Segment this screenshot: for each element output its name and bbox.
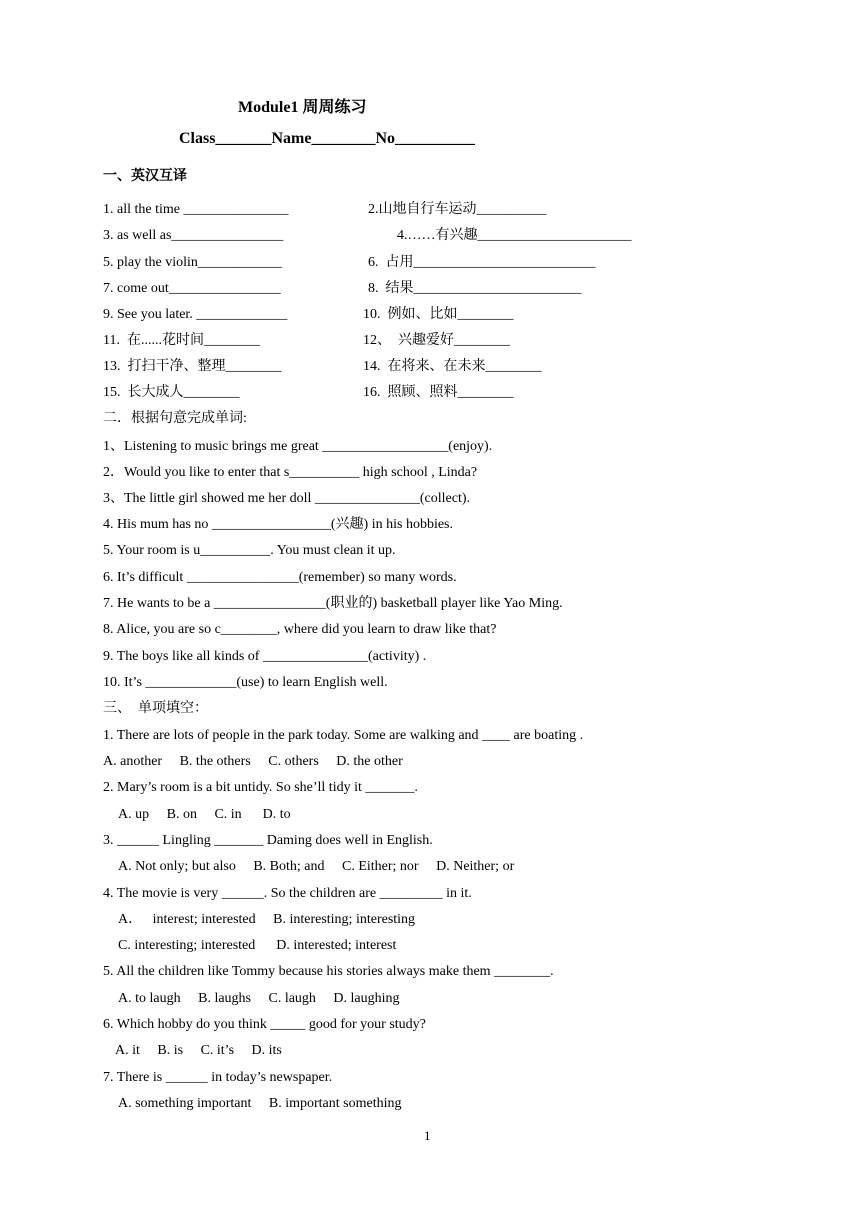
question-stem: 1. There are lots of people in the park today. Some are walking and ____ are boating . — [103, 728, 584, 743]
question-stem: 7. There is ______ in today’s newspaper. — [103, 1070, 333, 1085]
answer-options: A. another B. the others C. others D. the other — [103, 754, 403, 769]
question-stem: 3. ______ Lingling _______ Daming does well in English. — [103, 833, 433, 848]
vocab-item: 12、 兴趣爱好________ — [363, 333, 510, 348]
page-title: Module1 周周练习 — [238, 99, 367, 116]
vocab-item: 11. 在......花时间________ — [103, 333, 260, 348]
page-number: 1 — [424, 1128, 431, 1143]
section-2-heading: 二．根据句意完成单词: — [103, 411, 247, 426]
vocab-item: 7. come out________________ — [103, 281, 281, 296]
section-1-heading: 一、英汉互译 — [103, 169, 187, 184]
question-stem: 5. All the children like Tommy because his stories always make them ________. — [103, 964, 554, 979]
fill-word-item: 3、The little girl showed me her doll _______________(collect). — [103, 491, 471, 506]
fill-word-item: 10. It’s _____________(use) to learn English well. — [103, 675, 388, 690]
question-stem: 6. Which hobby do you think _____ good for your study? — [103, 1017, 426, 1032]
vocab-item: 5. play the violin____________ — [103, 255, 282, 270]
answer-options: A． interest; interested B. interesting; interesting — [118, 912, 416, 927]
fill-word-item: 4. His mum has no _________________(兴趣) in his hobbies. — [103, 517, 453, 532]
vocab-item: 14. 在将来、在未来________ — [363, 359, 542, 374]
vocab-item: 13. 打扫干净、整理________ — [103, 359, 282, 374]
vocab-item: 6. 占用__________________________ — [368, 255, 596, 270]
answer-options: C. interesting; interested D. interested; interest — [118, 938, 397, 953]
student-info-line: Class_______Name________No__________ — [179, 130, 475, 147]
answer-options: A. Not only; but also B. Both; and C. Either; nor D. Neither; or — [118, 859, 515, 874]
vocab-item: 1. all the time _______________ — [103, 202, 289, 217]
fill-word-item: 7. He wants to be a ________________(职业的) basketball player like Yao Ming. — [103, 596, 563, 611]
vocab-item: 4.……有兴趣______________________ — [397, 228, 632, 243]
fill-word-item: 6. It’s difficult ________________(remember) so many words. — [103, 570, 457, 585]
fill-word-item: 9. The boys like all kinds of _______________(activity) . — [103, 649, 427, 664]
answer-options: A. up B. on C. in D. to — [118, 807, 291, 822]
question-stem: 4. The movie is very ______. So the children are _________ in it. — [103, 886, 472, 901]
vocab-item: 15. 长大成人________ — [103, 385, 240, 400]
vocab-item: 16. 照顾、照料________ — [363, 385, 514, 400]
question-stem: 2. Mary’s room is a bit untidy. So she’ll tidy it _______. — [103, 780, 418, 795]
vocab-item: 8. 结果________________________ — [368, 281, 582, 296]
fill-word-item: 1、Listening to music brings me great __________________(enjoy). — [103, 439, 493, 454]
answer-options: A. something important B. important something — [118, 1096, 402, 1111]
answer-options: A. to laugh B. laughs C. laugh D. laughing — [118, 991, 400, 1006]
vocab-item: 2.山地自行车运动__________ — [368, 202, 547, 217]
vocab-item: 10. 例如、比如________ — [363, 307, 514, 322]
vocab-item: 3. as well as________________ — [103, 228, 284, 243]
answer-options: A. it B. is C. it’s D. its — [115, 1043, 282, 1058]
fill-word-item: 8. Alice, you are so c________, where did you learn to draw like that? — [103, 622, 497, 637]
vocab-item: 9. See you later. _____________ — [103, 307, 288, 322]
fill-word-item: 5. Your room is u__________. You must clean it up. — [103, 543, 396, 558]
fill-word-item: 2．Would you like to enter that s__________ high school , Linda? — [103, 465, 478, 480]
section-3-heading: 三、 单项填空： — [103, 701, 208, 716]
